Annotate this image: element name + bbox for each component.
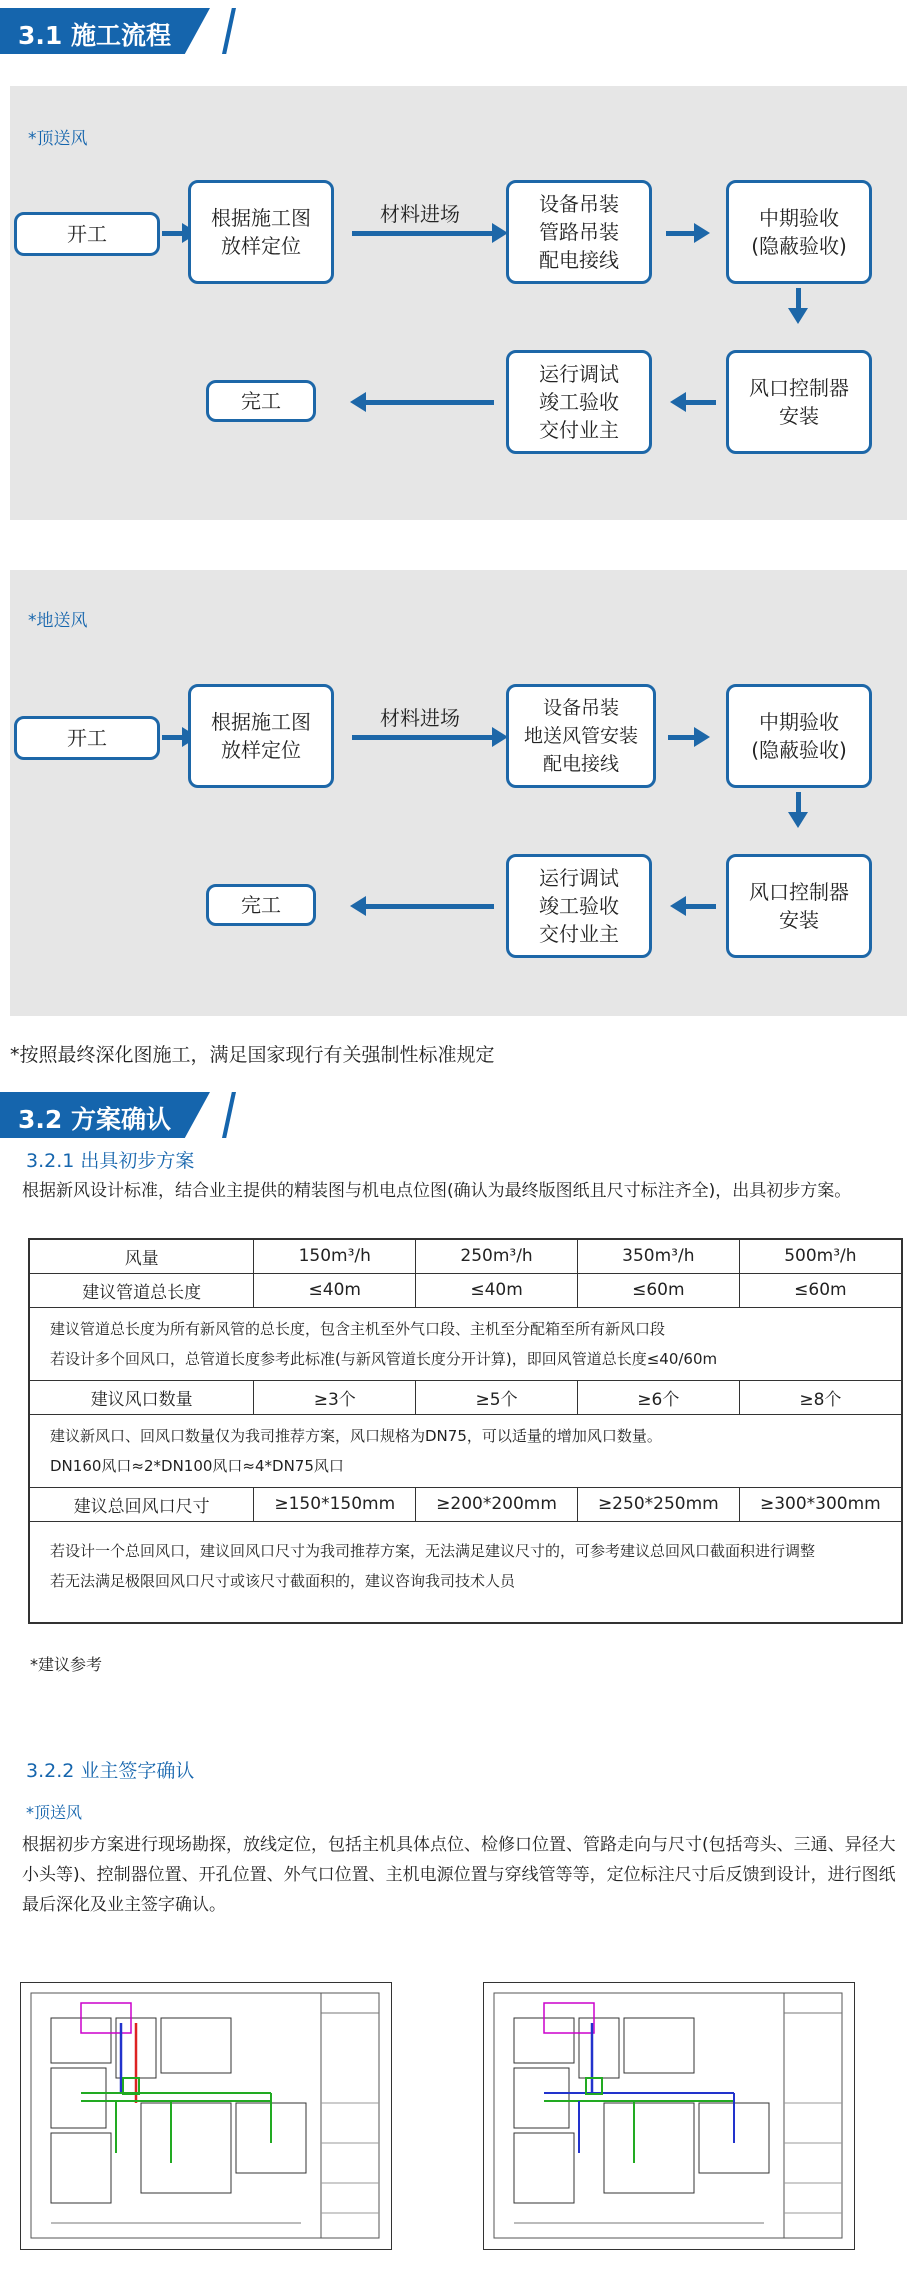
table-row — [29, 1521, 902, 1623]
flow-step-midcheck — [726, 684, 872, 788]
flow-step-controller — [726, 854, 872, 958]
table-cell: 250m³/h — [416, 1239, 578, 1273]
flow-end-box — [206, 884, 316, 926]
flow-step-commission — [506, 854, 652, 958]
arrow-line — [162, 231, 184, 236]
step-line: 安装 — [779, 908, 819, 932]
step-line: 交付业主 — [539, 418, 619, 442]
table-cell: 150m³/h — [254, 1239, 416, 1273]
subsection-title: 3.2.2 业主签字确认 — [26, 1760, 195, 1782]
arrow-line — [364, 400, 494, 405]
table-row — [29, 1380, 902, 1414]
table-cell: ≥250*250mm — [577, 1487, 739, 1521]
floor-plan-svg — [484, 1983, 853, 2248]
table-row — [29, 1414, 902, 1487]
table-cell: ≤40m — [416, 1273, 578, 1307]
section-header-3-1 — [0, 8, 260, 54]
table-note-cell — [29, 1307, 902, 1380]
flow-panel-top-supply — [10, 86, 907, 520]
step-line: 交付业主 — [539, 922, 619, 946]
section-header-3-2 — [0, 1092, 260, 1138]
flow-step-install — [506, 684, 656, 788]
step-line: 风口控制器 — [749, 376, 849, 400]
arrow-right-icon — [694, 727, 710, 747]
table-cell: 350m³/h — [577, 1239, 739, 1273]
table-row — [29, 1307, 902, 1380]
flow-step-layout — [188, 684, 334, 788]
table-cell: ≤40m — [254, 1273, 416, 1307]
table-cell: 风量 — [29, 1239, 254, 1273]
flow-panel-floor-supply — [10, 570, 907, 1016]
step-line: 配电接线 — [542, 753, 619, 775]
section-title: 3.1 施工流程 — [18, 21, 171, 50]
note-line: 若设计多个回风口，总管道长度参考此标准(与新风管道长度分开计算)，即回风管道总长度≤40/60m — [50, 1349, 718, 1368]
arrow-down-icon — [788, 812, 808, 828]
step-line: (隐蔽验收) — [751, 234, 847, 258]
flow-step-commission — [506, 350, 652, 454]
step-line: 中期验收 — [758, 710, 839, 734]
table-cell: ≥150*150mm — [254, 1487, 416, 1521]
table-note-cell — [29, 1521, 902, 1623]
flow-start-box — [14, 716, 160, 760]
step-line: 中期验收 — [758, 206, 839, 230]
arrow-line — [796, 792, 801, 814]
table-cell: ≥6个 — [577, 1380, 739, 1414]
arrow-line — [162, 735, 184, 740]
flow-step-install — [506, 180, 652, 284]
floor-plan-drawing — [483, 1982, 855, 2250]
paragraph: 根据新风设计标准，结合业主提供的精装图与机电点位图(确认为最终版图纸且尺寸标注齐全)，出具初步方案。 — [22, 1181, 852, 1201]
arrow-line — [668, 735, 696, 740]
section-header-stripe — [222, 1092, 236, 1138]
section-header-stripe — [222, 8, 236, 54]
step-line: 风口控制器 — [749, 880, 849, 904]
table-cell: 建议管道总长度 — [29, 1273, 254, 1307]
step-line: 竣工验收 — [539, 390, 619, 414]
note-line: DN160风口≈2*DN100风口≈4*DN75风口 — [50, 1456, 344, 1475]
table-row — [29, 1239, 902, 1273]
step-line: 运行调试 — [539, 866, 619, 890]
arrow-label: 材料进场 — [380, 202, 460, 226]
arrow-right-icon — [694, 223, 710, 243]
step-line: 根据施工图 — [211, 710, 311, 734]
flow-step-midcheck — [726, 180, 872, 284]
step-line: 运行调试 — [539, 362, 619, 386]
table-row — [29, 1273, 902, 1307]
arrow-line — [684, 904, 716, 909]
step-line: 安装 — [779, 404, 819, 428]
note-line: 若无法满足极限回风口尺寸或该尺寸截面积的，建议咨询我司技术人员 — [50, 1571, 516, 1590]
paragraph: 根据初步方案进行现场勘探，放线定位，包括主机具体点位、检修口位置、管路走向与尺寸(包括弯头、三通、异径大小头等)、控制器位置、开孔位置、外气口位置、主机电源位置与穿线管等等，定位标注尺寸后反馈到设计，进行图纸最后深化及业主签字确认。 — [22, 1835, 896, 1915]
standard-note: *按照最终深化图施工，满足国家现行有关强制性标准规定 — [10, 1044, 495, 1066]
step-line: 放样定位 — [221, 234, 301, 258]
step-line: 地送风管安装 — [523, 725, 638, 747]
flow-start-text: 开工 — [67, 222, 107, 246]
table-cell: 建议总回风口尺寸 — [29, 1487, 254, 1521]
table-note-cell — [29, 1414, 902, 1487]
table-cell: ≥200*200mm — [416, 1487, 578, 1521]
step-line: (隐蔽验收) — [751, 738, 847, 762]
flow-step-layout — [188, 180, 334, 284]
arrow-line — [364, 904, 494, 909]
arrow-line — [352, 735, 494, 740]
floor-plan-svg — [21, 1983, 390, 2248]
arrow-label: 材料进场 — [380, 706, 460, 730]
step-line: 管路吊装 — [539, 220, 619, 244]
floor-plan-drawing — [20, 1982, 392, 2250]
section-title: 3.2 方案确认 — [18, 1105, 171, 1134]
table-row — [29, 1487, 902, 1521]
step-line: 竣工验收 — [539, 894, 619, 918]
note-line: 建议管道总长度为所有新风管的总长度，包含主机至外气口段、主机至分配箱至所有新风口段 — [50, 1319, 666, 1338]
flow-label: *地送风 — [28, 611, 88, 631]
flow-end-text: 完工 — [241, 893, 281, 917]
arrow-line — [352, 231, 494, 236]
arrow-line — [684, 400, 716, 405]
flow-start-text: 开工 — [67, 726, 107, 750]
step-line: 设备吊装 — [542, 697, 619, 719]
note-line: 若设计一个总回风口，建议回风口尺寸为我司推荐方案，无法满足建议尺寸的，可参考建议总回风口截面积进行调整 — [50, 1541, 816, 1560]
spec-table — [28, 1238, 903, 1624]
arrow-line — [666, 231, 696, 236]
flow-start-box — [14, 212, 160, 256]
step-line: 配电接线 — [539, 248, 619, 272]
flow-end-box — [206, 380, 316, 422]
arrow-line — [796, 288, 801, 310]
arrow-down-icon — [788, 308, 808, 324]
step-line: 设备吊装 — [539, 192, 619, 216]
table-cell: ≥8个 — [739, 1380, 902, 1414]
flow-step-controller — [726, 350, 872, 454]
table-cell: ≥300*300mm — [739, 1487, 902, 1521]
table-cell: ≥3个 — [254, 1380, 416, 1414]
table-cell: 建议风口数量 — [29, 1380, 254, 1414]
flow-end-text: 完工 — [241, 389, 281, 413]
table-footnote: *建议参考 — [30, 1655, 103, 1674]
subsection-title: 3.2.1 出具初步方案 — [26, 1150, 195, 1172]
step-line: 根据施工图 — [211, 206, 311, 230]
flow-label: *顶送风 — [28, 129, 88, 149]
table-cell: ≤60m — [739, 1273, 902, 1307]
table-cell: 500m³/h — [739, 1239, 902, 1273]
flow-label: *顶送风 — [26, 1803, 83, 1822]
table-cell: ≥5个 — [416, 1380, 578, 1414]
note-line: 建议新风口、回风口数量仅为我司推荐方案，风口规格为DN75，可以适量的增加风口数量。 — [50, 1426, 662, 1445]
step-line: 放样定位 — [221, 738, 301, 762]
table-cell: ≤60m — [577, 1273, 739, 1307]
